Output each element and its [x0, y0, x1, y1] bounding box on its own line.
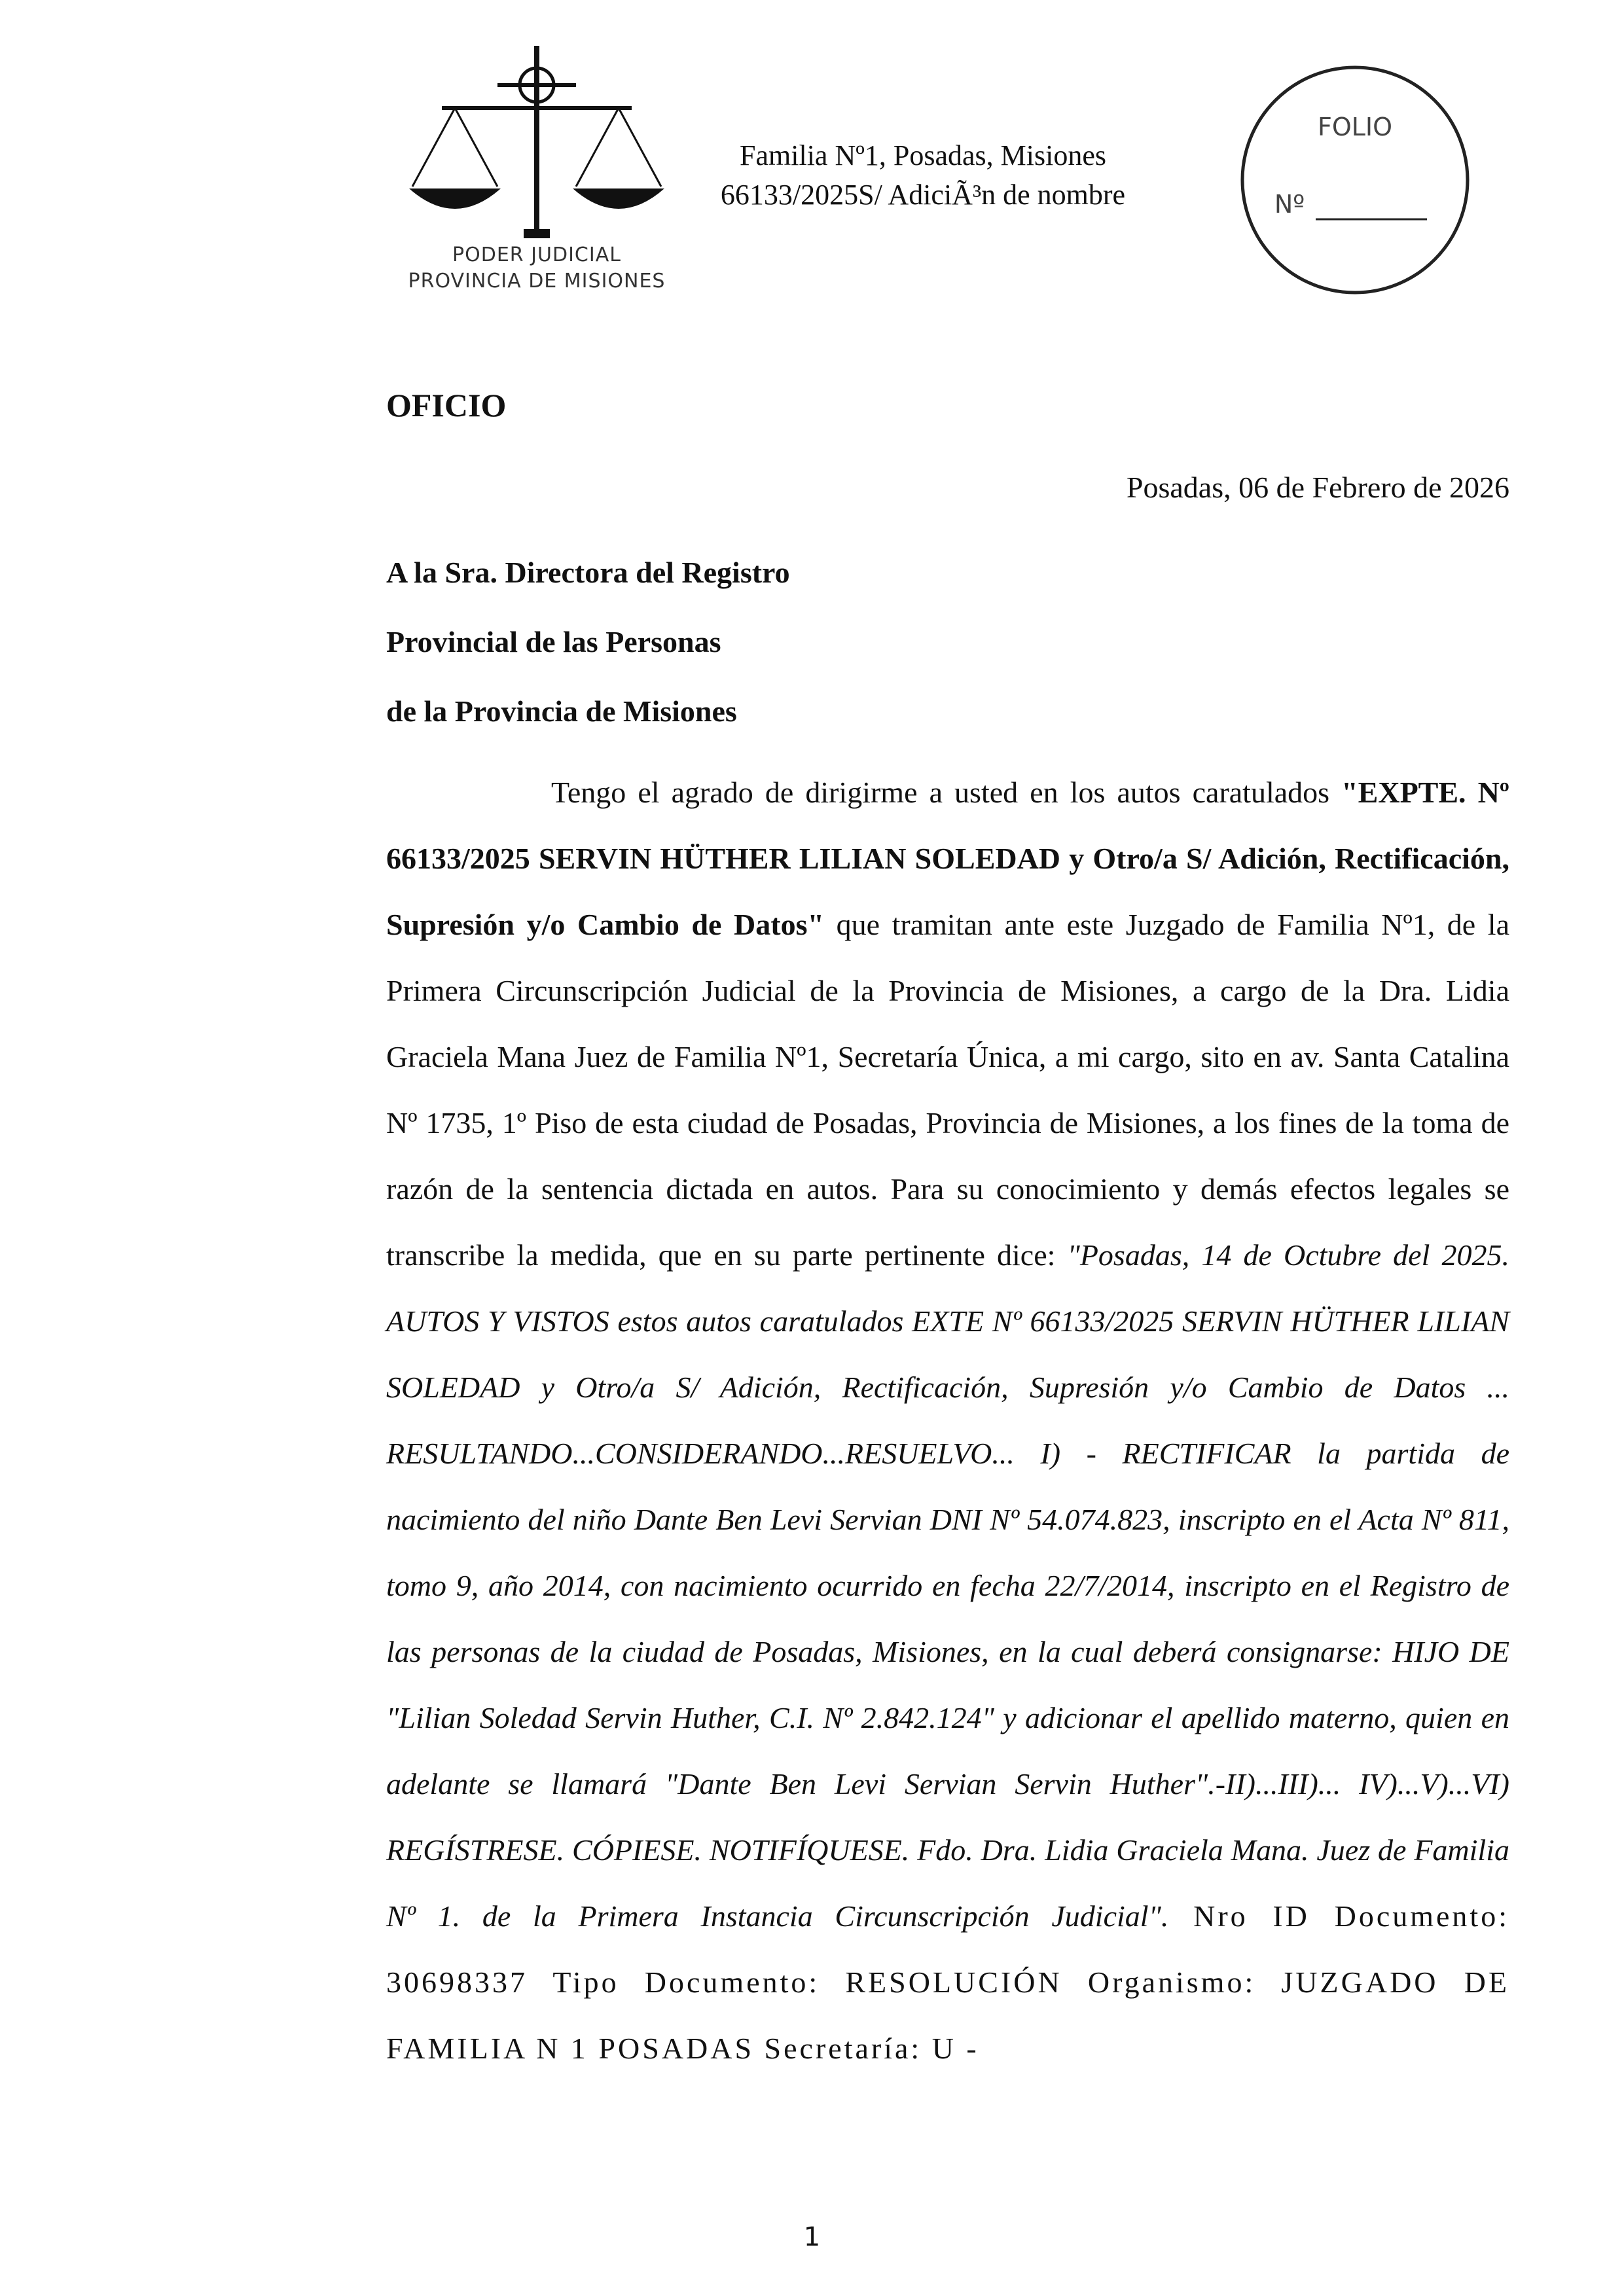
document-metadata: Nro ID Documento: 30698337 Tipo Documento: RESOLUCIÓN Organismo: JUZGADO DE FAMILIA N 1 POSADAS Secretaría: U - — [386, 1899, 1509, 2065]
scales-of-justice-icon — [393, 39, 681, 242]
page-number: 1 — [803, 2222, 821, 2252]
addressee-block — [386, 538, 790, 746]
body-paragraph — [386, 759, 1509, 2081]
document-date: Posadas, 06 de Febrero de 2026 — [1126, 471, 1509, 504]
poder-judicial-logo — [393, 39, 681, 293]
body-middle: que tramitan ante este Juzgado de Familia Nº1, de la Primera Circunscripción Judicial de la Provincia de Misiones, a cargo de la Dra. Lidia Graciela Mana Juez de Familia Nº1, Secretaría Única, a mi cargo, sito en av. Santa Catalina Nº 1735, 1º Piso de esta ciudad de Posadas, Provincia de Misiones, a los fines de la toma de razón de la sentencia dictada en autos. Para su conocimiento y demás efectos legales se transcribe la medida, que en su parte pertinente dice: — [386, 908, 1509, 1272]
document-body — [386, 759, 1509, 2081]
addressee-line-3: de la Provincia de Misiones — [386, 694, 737, 728]
body-intro: Tengo el agrado de dirigirme a usted en los autos caratulados — [551, 776, 1342, 809]
document-title: OFICIO — [386, 387, 507, 423]
case-title: "EXPTE. Nº 66133/2025 SERVIN HÜTHER LILIAN SOLEDAD y Otro/a S/ Adición, Rectificación, Supresión y/o Cambio de Datos" — [386, 776, 1509, 941]
addressee-line-1: A la Sra. Directora del Registro — [386, 556, 790, 589]
resolution-quote: "Posadas, 14 de Octubre del 2025. AUTOS Y VISTOS estos autos caratulados EXTE Nº 66133/2025 SERVIN HÜTHER LILIAN SOLEDAD y Otro/a S/ Adición, Rectificación, Supresión y/o Cambio de Datos ... RESULTANDO...CONSIDERANDO...RESUELVO... I) - RECTIFICAR la partida de nacimiento del niño Dante Ben Levi Servian DNI Nº 54.074.823, inscripto en el Acta Nº 811, tomo 9, año 2014, con nacimiento ocurrido en fecha 22/7/2014, inscripto en el Registro de las personas de la ciudad de Posadas, Misiones, en la cual deberá consignarse: HIJO DE "Lilian Soledad Servin Huther, C.I. Nº 2.842.124" y adicionar el apellido materno, quien en adelante se llamará "Dante Ben Levi Servian Servin Huther".-II)...III)... IV)...V)...VI) REGÍSTRESE. CÓPIESE. NOTIFÍQUESE. Fdo. Dra. Lidia Graciela Mana. Juez de Familia Nº 1. de la Primera Instancia Circunscripción Judicial". — [386, 1238, 1509, 1933]
folio-number-label: Nº — [1274, 190, 1305, 219]
folio-stamp — [1237, 62, 1473, 298]
logo-line-2: PROVINCIA DE MISIONES — [408, 270, 666, 293]
addressee-line-2: Provincial de las Personas — [386, 625, 721, 658]
case-reference: 66133/2025S/ AdiciÃ³n de nombre — [720, 179, 1126, 211]
logo-line-1: PODER JUDICIAL — [452, 243, 621, 266]
document-header — [674, 136, 1172, 215]
court-name: Familia Nº1, Posadas, Misiones — [740, 139, 1106, 171]
folio-label: FOLIO — [1317, 113, 1393, 141]
